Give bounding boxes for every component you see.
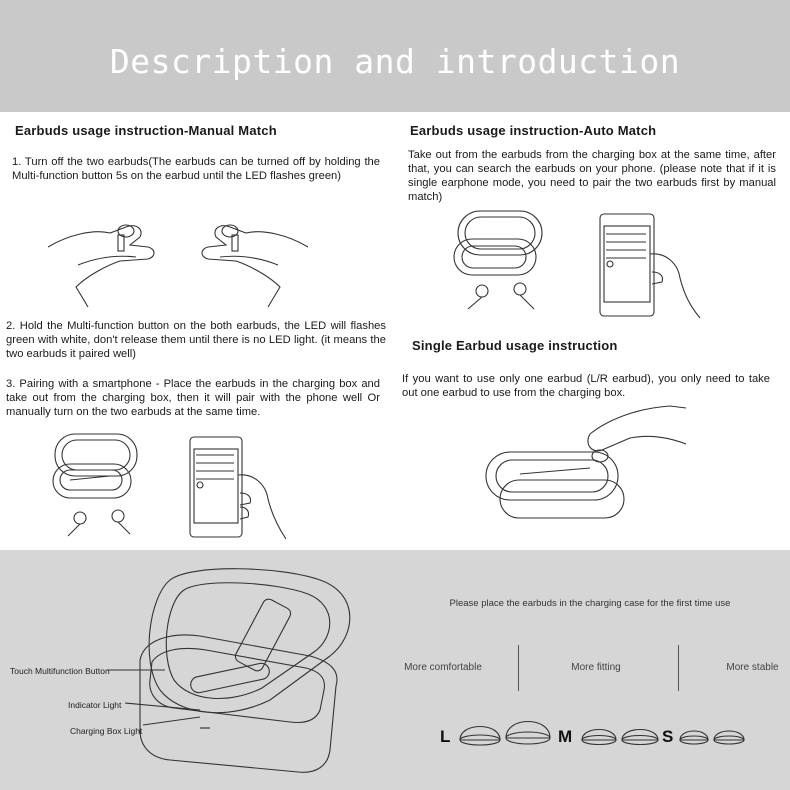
manual-step-2: 2. Hold the Multi-function button on the both earbuds, the LED will flashes green with white, don't release them until there is no LED light. (it means the two earbuds it paired well)	[6, 320, 386, 360]
touch-button-label: Touch Multifunction Button	[10, 666, 110, 676]
feature-comfortable: More comfortable	[404, 662, 482, 673]
open-case-auto-illustration	[450, 205, 550, 317]
large-ear-tips-icon	[458, 712, 553, 754]
instructions-panel	[0, 112, 790, 550]
single-earbud-heading: Single Earbud usage instruction	[412, 338, 618, 353]
divider	[678, 645, 679, 691]
manual-step-1: 1. Turn off the two earbuds(The earbuds can be turned off by holding the Multi-function button 5s on the earbud until the LED flashes green)	[12, 156, 380, 182]
charging-box-light-label: Charging Box Light	[70, 726, 143, 736]
size-label-l: L	[440, 727, 451, 746]
hands-holding-earbuds-illustration	[48, 207, 308, 312]
phone-in-hand-illustration	[182, 435, 292, 547]
page-title: Description and introduction	[109, 42, 681, 81]
indicator-light-label: Indicator Light	[68, 700, 122, 710]
auto-match-heading: Earbuds usage instruction-Auto Match	[410, 123, 657, 138]
phone-auto-illustration	[592, 212, 704, 324]
divider	[518, 645, 519, 691]
first-use-note: Please place the earbuds in the charging case for the first time use	[449, 598, 731, 609]
medium-ear-tips-icon	[580, 718, 662, 754]
feature-stable: More stable	[726, 662, 779, 673]
case-diagram-panel	[0, 550, 790, 790]
size-label-s: S	[662, 727, 674, 746]
leader-lines	[105, 665, 215, 735]
small-ear-tips-icon	[678, 722, 748, 754]
open-case-illustration	[50, 430, 145, 542]
feature-fitting: More fitting	[571, 662, 621, 673]
banner	[0, 0, 790, 112]
size-label-m: M	[558, 727, 573, 746]
manual-match-heading: Earbuds usage instruction-Manual Match	[15, 123, 277, 138]
single-earbud-text: If you want to use only one earbud (L/R earbud), you only need to take out one earbud to use from the charging box.	[402, 373, 770, 399]
auto-match-text: Take out from the earbuds from the charging box at the same time, after that, you can search the earbuds on your phone. (please note that if it is single earphone mode, you need to pair the two earbuds first by manual match)	[408, 149, 776, 203]
manual-step-3: 3. Pairing with a smartphone - Place the earbuds in the charging box and take out from the charging box, then it will pair with the phone well Or manually turn on the two earbuds at the same time.	[6, 378, 380, 418]
taking-one-earbud-illustration	[480, 404, 692, 522]
